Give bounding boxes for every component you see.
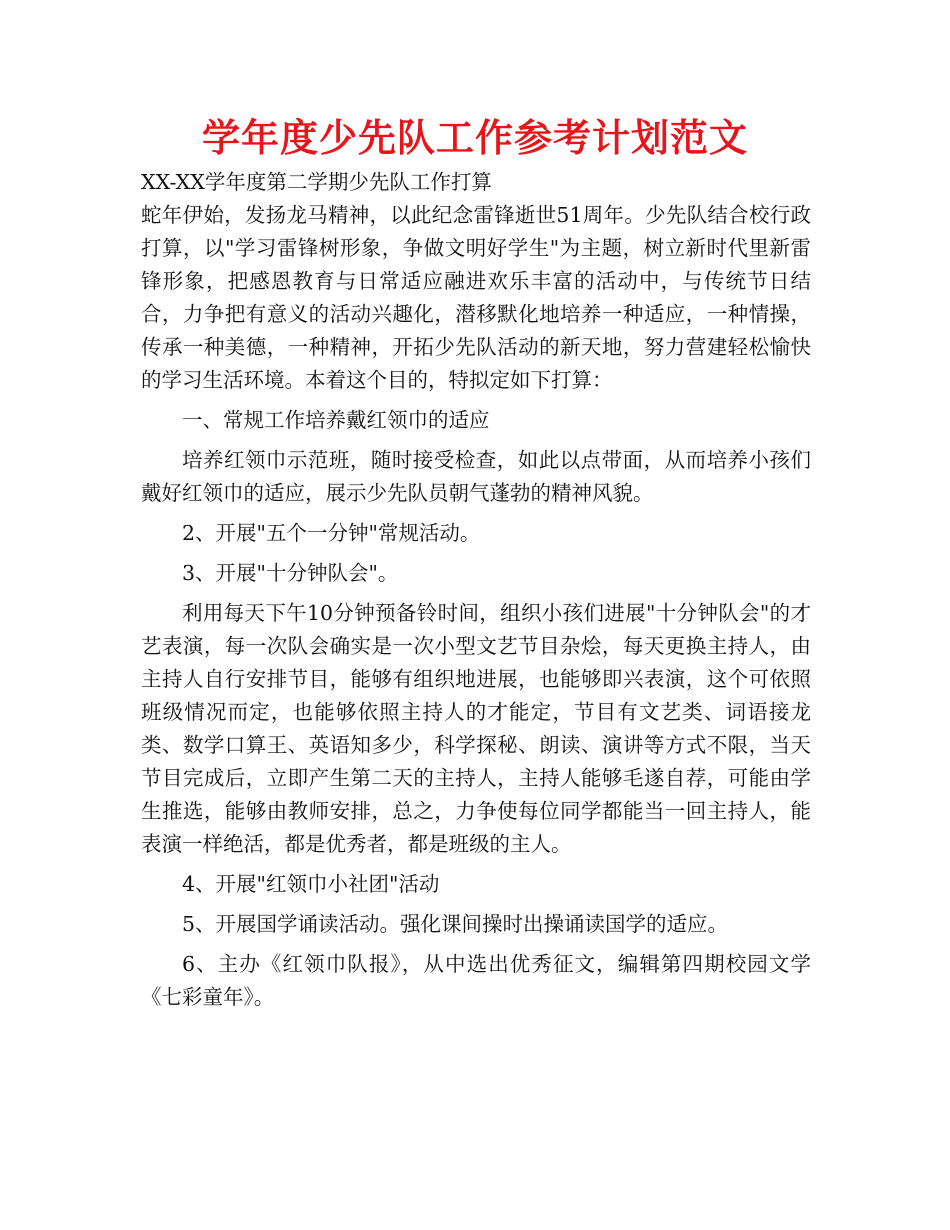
- ten-minute-meeting-paragraph: 利用每天下午10分钟预备铃时间，组织小孩们进展"十分钟队会"的才艺表演，每一次队会确实是一次小型文艺节目杂烩，每天更换主持人，由主持人自行安排节目，能够有组织地进展，也能够即兴表演，这个可依照班级情况而定，也能够依照主持人的才能定，节目有文艺类、词语接龙类、数学口算王、英语知多少，科学探秘、朗读、演讲等方式不限，当天节目完成后，立即产生第二天的主持人，主持人能够毛遂自荐，可能由学生推选，能够由教师安排，总之，力争使每位同学都能当一回主持人，能表演一样绝活，都是优秀者，都是班级的主人。: [141, 601, 811, 856]
- item-classics-reading: 5、开展国学诵读活动。强化课间操时出操诵读国学的适应。: [182, 912, 729, 936]
- document-body: [141, 166, 811, 1014]
- document-subtitle: XX-XX学年度第二学期少先队工作打算: [141, 170, 492, 194]
- intro-paragraph: 蛇年伊始，发扬龙马精神，以此纪念雷锋逝世51周年。少先队结合校行政打算，以"学习雷锋树形象，争做文明好学生"为主题，树立新时代里新雷锋形象，把感恩教育与日常适应融进欢乐丰富的活动中，与传统节日结合，力争把有意义的活动兴趣化，潜移默化地培养一种适应，一种情操，传承一种美德，一种精神，开拓少先队活动的新天地，努力营建轻松愉快的学习生活环境。本着这个目的，特拟定如下打算：: [141, 203, 811, 392]
- section-heading-routine: 一、常规工作培养戴红领巾的适应: [182, 408, 490, 432]
- document-title: 学年度少先队工作参考计划范文: [201, 116, 748, 160]
- item-five-minutes: 2、开展"五个一分钟"常规活动。: [182, 521, 481, 545]
- red-scarf-paragraph: 培养红领巾示范班，随时接受检查，如此以点带面，从而培养小孩们戴好红领巾的适应，展示少先队员朝气蓬勃的精神风貌。: [141, 448, 811, 505]
- item-ten-minute-meeting: 3、开展"十分钟队会"。: [182, 561, 399, 585]
- item-team-newspaper: 6、主办《红领巾队报》，从中选出优秀征文，编辑第四期校园文学《七彩童年》。: [141, 952, 811, 1009]
- item-red-scarf-club: 4、开展"红领巾小社团"活动: [182, 872, 440, 896]
